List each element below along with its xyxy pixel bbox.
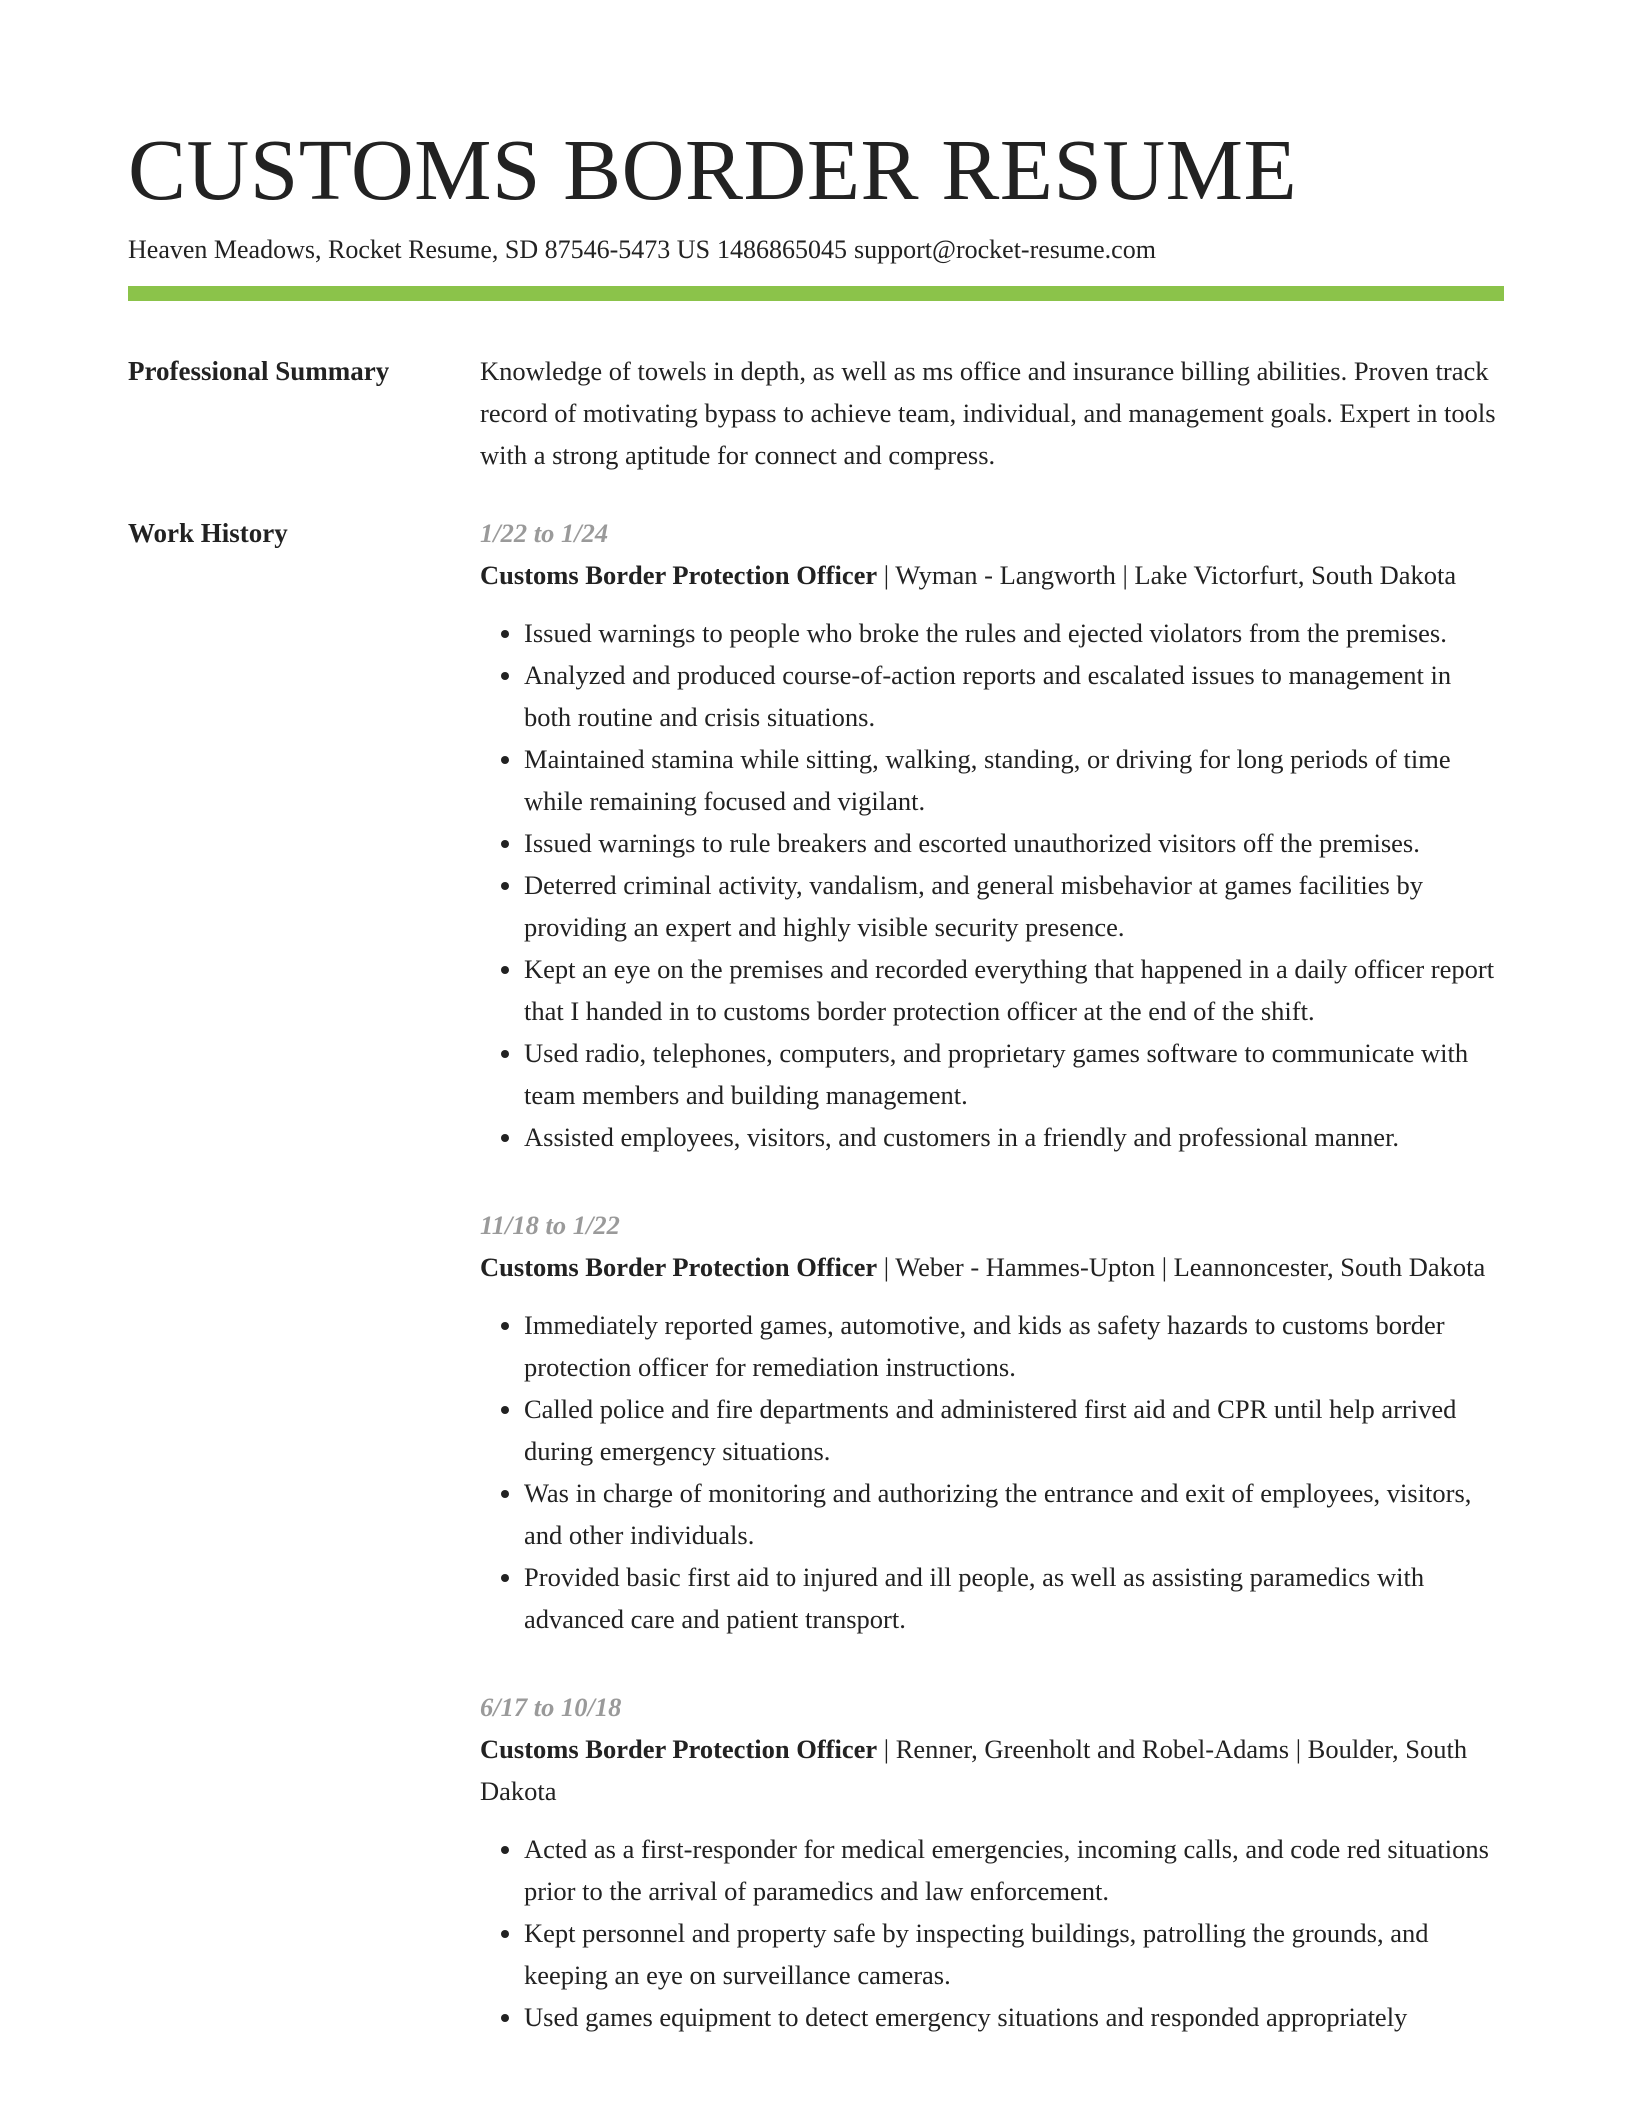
job-entry <box>480 1204 1504 1640</box>
job-bullet: • Issued warnings to rule breakers and escorted unauthorized visitors off the premises. <box>524 822 1504 864</box>
job-bullet: • Issued warnings to people who broke the rules and ejected violators from the premises. <box>524 612 1504 654</box>
job-bullet: • Acted as a first-responder for medical emergencies, incoming calls, and code red situations prior to the arrival of paramedics and law enforcement. <box>524 1828 1504 1912</box>
job-details: | Weber - Hammes-Upton | Leannoncester, South Dakota <box>877 1252 1486 1282</box>
contact-address: Heaven Meadows, Rocket Resume, SD 87546-5473 US <box>128 235 711 264</box>
job-bullet: • Used radio, telephones, computers, and proprietary games software to communicate with team members and building management. <box>524 1032 1504 1116</box>
job-details: | Renner, Greenholt and Robel-Adams | Boulder, South Dakota <box>480 1734 1468 1806</box>
job-entry <box>480 1686 1504 2038</box>
job-bullet: • Called police and fire departments and administered first aid and CPR until help arrived during emergency situations. <box>524 1388 1504 1472</box>
job-bullet: • Kept personnel and property safe by inspecting buildings, patrolling the grounds, and keeping an eye on surveillance cameras. <box>524 1912 1504 1996</box>
professional-summary-section <box>128 350 1504 476</box>
job-heading <box>480 1246 1504 1288</box>
resume-page <box>128 0 1504 2112</box>
job-dates: 6/17 to 10/18 <box>480 1692 622 1722</box>
job-bullet: • Was in charge of monitoring and authorizing the entrance and exit of employees, visitors, and other individuals. <box>524 1472 1504 1556</box>
job-bullets <box>480 1304 1504 1640</box>
job-title: Customs Border Protection Officer <box>480 1252 878 1282</box>
job-title: Customs Border Protection Officer <box>480 560 878 590</box>
job-heading <box>480 554 1504 596</box>
job-bullets <box>480 1828 1504 2038</box>
job-bullet: • Assisted employees, visitors, and customers in a friendly and professional manner. <box>524 1116 1504 1158</box>
job-entry <box>480 512 1504 1158</box>
section-label-work-history: Work History <box>128 518 288 548</box>
resume-sections <box>128 350 1504 2084</box>
job-bullet: • Analyzed and produced course-of-action reports and escalated issues to management in both routine and crisis situations. <box>524 654 1504 738</box>
job-details: | Wyman - Langworth | Lake Victorfurt, South Dakota <box>877 560 1457 590</box>
job-bullet: • Immediately reported games, automotive, and kids as safety hazards to customs border protection officer for remediation instructions. <box>524 1304 1504 1388</box>
job-dates: 1/22 to 1/24 <box>480 518 609 548</box>
job-dates: 11/18 to 1/22 <box>480 1210 620 1240</box>
job-bullet: • Kept an eye on the premises and recorded everything that happened in a daily officer report that I handed in to customs border protection officer at the end of the shift. <box>524 948 1504 1032</box>
contact-line <box>128 230 1163 270</box>
contact-email: support@rocket-resume.com <box>854 235 1156 264</box>
job-bullet: • Used games equipment to detect emergency situations and responded appropriately <box>524 1996 1504 2038</box>
work-history-section <box>128 512 1504 2084</box>
work-history-body <box>480 512 1504 2084</box>
job-bullets <box>480 612 1504 1158</box>
resume-title: CUSTOMS BORDER RESUME <box>128 121 1298 218</box>
summary-text: Knowledge of towels in depth, as well as ms office and insurance billing abilities. Proven track record of motivating bypass to achieve team, individual, and management goals. Expert in tools with a strong aptitude for connect and compress. <box>480 356 1496 470</box>
job-bullet: • Maintained stamina while sitting, walking, standing, or driving for long periods of time while remaining focused and vigilant. <box>524 738 1504 822</box>
contact-phone: 1486865045 <box>717 235 848 264</box>
header-divider <box>128 286 1504 301</box>
summary-body <box>480 350 1504 476</box>
job-heading <box>480 1728 1504 1812</box>
job-bullet: • Deterred criminal activity, vandalism, and general misbehavior at games facilities by providing an expert and highly visible security presence. <box>524 864 1504 948</box>
section-label-summary: Professional Summary <box>128 356 390 386</box>
job-title: Customs Border Protection Officer <box>480 1734 878 1764</box>
job-bullet: • Provided basic first aid to injured and ill people, as well as assisting paramedics with advanced care and patient transport. <box>524 1556 1504 1640</box>
